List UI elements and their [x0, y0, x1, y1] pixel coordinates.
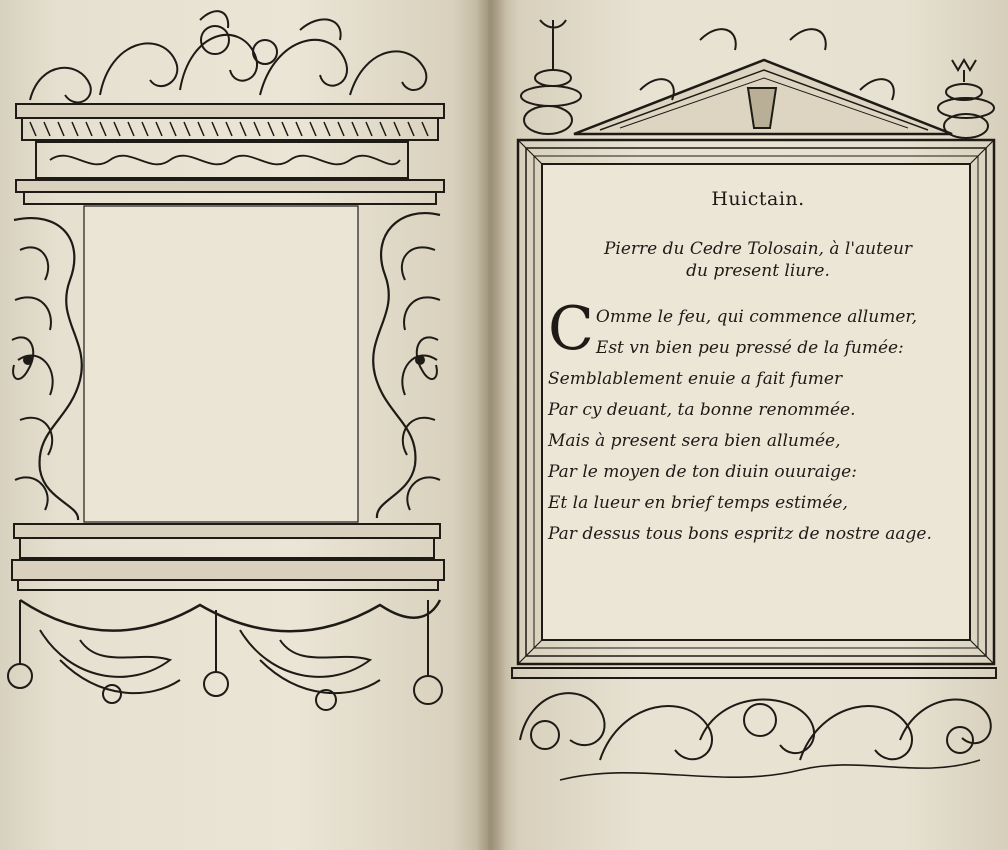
poem-line-4: Par cy deuant, ta bonne renommée. — [548, 400, 856, 420]
poem-drop-cap: C — [548, 294, 594, 364]
poem-block — [548, 188, 968, 550]
poem-line-7: Et la lueur en brief temps estimée, — [548, 493, 848, 513]
attribution-line-1: Pierre du Cedre Tolosain, à l'auteur — [603, 239, 913, 259]
right-bottom-scroll-ornament — [512, 668, 996, 780]
poem-line-1-text: Omme le feu, qui commence allumer, — [595, 307, 918, 327]
poem-lines — [548, 294, 968, 550]
attribution-line-2: du present liure. — [686, 261, 830, 281]
poem-line-8: Par dessus tous bons espritz de nostre aage. — [548, 524, 932, 544]
poem-attribution — [548, 238, 968, 282]
poem-line-5: Mais à present sera bien allumée, — [548, 431, 841, 451]
poem-line-6: Par le moyen de ton diuin ouuraige: — [548, 462, 857, 482]
left-urn-finial — [521, 20, 581, 134]
right-pediment — [574, 29, 952, 134]
poem-line-2: Est vn bien peu pressé de la fumée: — [595, 338, 904, 358]
poem-line-3: Semblablement enuie a fait fumer — [548, 369, 843, 389]
poem-heading: Huictain. — [711, 188, 805, 210]
right-urn-finial — [938, 60, 994, 138]
